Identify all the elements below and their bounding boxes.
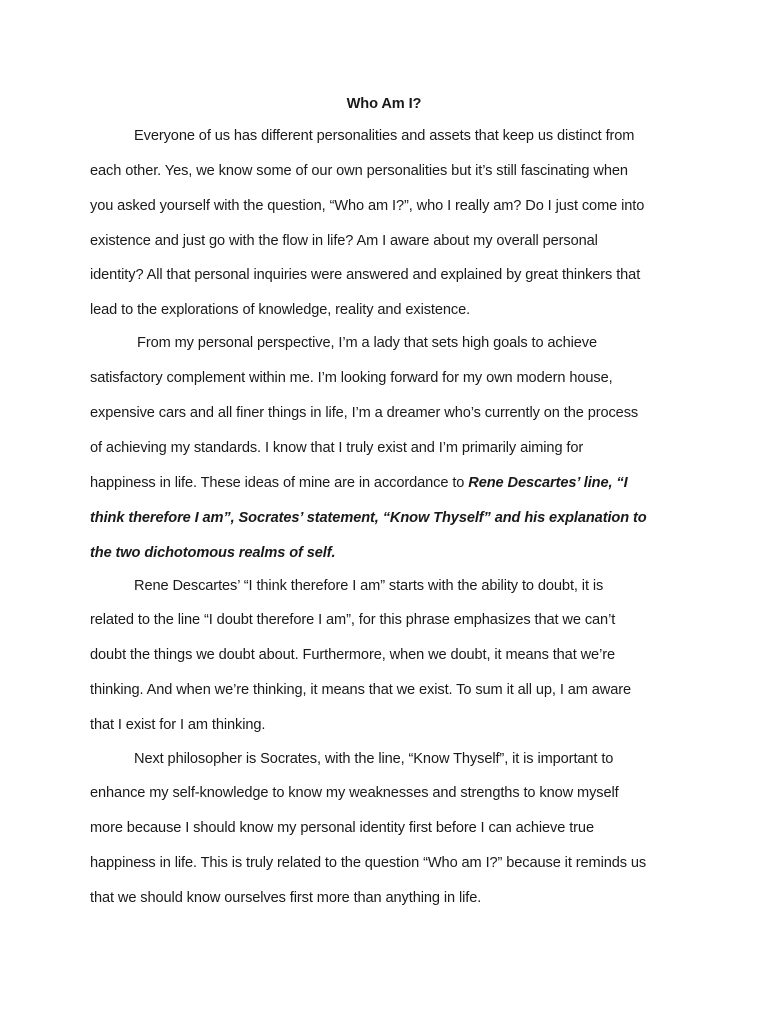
- paragraph-line-mixed: [90, 472, 628, 494]
- paragraph-line: Everyone of us has different personalities and assets that keep us distinct from: [134, 128, 635, 144]
- emphasized-text: Rene Descartes’ line, “I: [468, 475, 628, 491]
- emphasized-line: think therefore I am”, Socrates’ statement, “Know Thyself” and his explanation to: [90, 510, 647, 526]
- paragraph-line: happiness in life. This is truly related to the question “Who am I?” because it reminds us: [90, 855, 647, 871]
- paragraph-line: existence and just go with the flow in life? Am I aware about my overall personal: [90, 233, 598, 249]
- paragraph-line: Rene Descartes’ “I think therefore I am” starts with the ability to doubt, it is: [134, 578, 604, 594]
- paragraph-line: expensive cars and all finer things in life, I’m a dreamer who’s currently on the process: [90, 405, 639, 421]
- paragraph-line: lead to the explorations of knowledge, reality and existence.: [90, 302, 471, 318]
- paragraph-line: each other. Yes, we know some of our own personalities but it’s still fascinating when: [90, 163, 628, 179]
- paragraph-line: Next philosopher is Socrates, with the line, “Know Thyself”, it is important to: [134, 751, 614, 767]
- paragraph-line: of achieving my standards. I know that I truly exist and I’m primarily aiming for: [90, 440, 584, 456]
- paragraph-line: that we should know ourselves first more than anything in life.: [90, 890, 482, 906]
- paragraph-line: identity? All that personal inquiries were answered and explained by great thinkers that: [90, 267, 641, 283]
- paragraph-line: you asked yourself with the question, “Who am I?”, who I really am? Do I just come into: [90, 198, 645, 214]
- paragraph-line: doubt the things we doubt about. Furthermore, when we doubt, it means that we’re: [90, 647, 615, 663]
- paragraph-line: that I exist for I am thinking.: [90, 717, 266, 733]
- document-title: Who Am I?: [346, 96, 422, 112]
- paragraph-line: thinking. And when we’re thinking, it means that we exist. To sum it all up, I am aware: [90, 682, 632, 698]
- paragraph-line: enhance my self-knowledge to know my weaknesses and strengths to know myself: [90, 785, 619, 801]
- emphasized-line: the two dichotomous realms of self.: [90, 545, 336, 561]
- paragraph-line: satisfactory complement within me. I’m looking forward for my own modern house,: [90, 370, 613, 386]
- paragraph-line: From my personal perspective, I’m a lady that sets high goals to achieve: [137, 335, 598, 351]
- plain-text: happiness in life. These ideas of mine are in accordance to: [90, 475, 469, 491]
- paragraph-line: more because I should know my personal identity first before I can achieve true: [90, 820, 594, 836]
- paragraph-line: related to the line “I doubt therefore I am”, for this phrase emphasizes that we can’t: [90, 612, 616, 628]
